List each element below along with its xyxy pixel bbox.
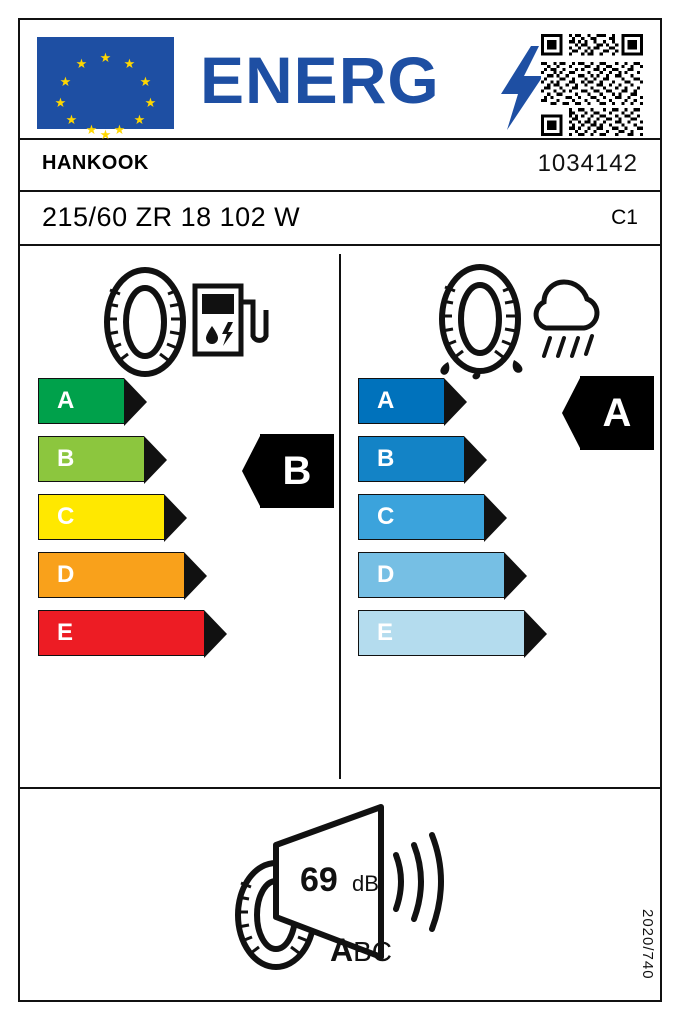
wet-grade-d: D [358,552,504,598]
wet-selected-grade: A [602,390,632,435]
tyre-size: 215/60 ZR 18 102 W [42,202,301,232]
tyre-size-row [20,192,660,246]
ratings-section [20,246,660,789]
fuel-grade-e: E [38,610,204,656]
wet-grade-e: E [358,610,524,656]
wet-grade-a: A [358,378,444,424]
fuel-grade-scale [38,378,278,668]
noise-class-selected: A [330,932,354,968]
fuel-efficiency-panel [20,246,340,787]
lightning-bolt-icon [501,46,543,130]
noise-section [20,789,660,999]
noise-unit: dB [352,871,379,896]
wet-grade-b: B [358,436,464,482]
grade-row [38,552,278,598]
label-header [20,20,660,140]
wet-grade-c: C [358,494,484,540]
tyre-class: C1 [611,206,638,229]
grade-row [358,610,598,656]
brand-name: HANKOOK [42,152,149,174]
grade-row [358,552,598,598]
fuel-selected-grade: B [282,448,312,493]
fuel-grade-b: B [38,436,144,482]
eu-flag-icon: ★ ★ ★ ★ ★ ★ ★ ★ ★ ★ ★ ★ [37,37,174,129]
sku-number: 1034142 [537,150,638,177]
energy-label [18,18,662,1002]
qr-code-icon [541,34,643,136]
tyre-fuel-pump-icon [90,264,270,374]
tyre-rain-cloud-icon [418,264,608,379]
noise-class-rest: BC [353,936,393,967]
fuel-grade-c: C [38,494,164,540]
fuel-grade-a: A [38,378,124,424]
fuel-selected-grade-marker [242,434,334,508]
grade-row [38,378,278,424]
page-title: ENERG [200,43,440,117]
date-code: 2020/740 [639,909,656,980]
fuel-grade-d: D [38,552,184,598]
noise-class [330,932,392,969]
noise-value: 69 [300,861,338,899]
grade-row [38,610,278,656]
grade-row [358,494,598,540]
brand-row [20,140,660,192]
wet-selected-grade-marker [562,376,654,450]
wet-grip-panel [340,246,660,787]
